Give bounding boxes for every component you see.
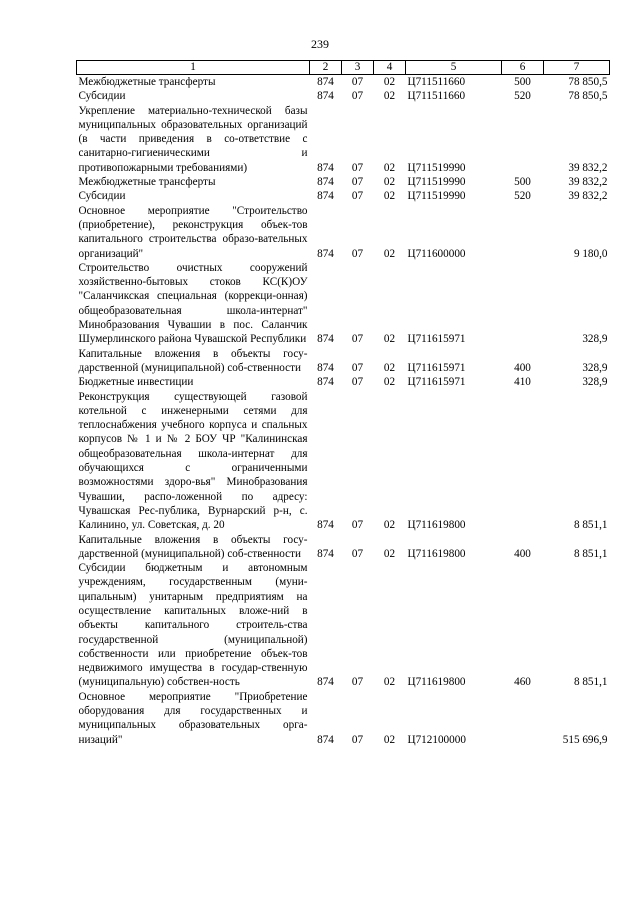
row-type (502, 690, 544, 747)
row-ministry: 874 (317, 361, 334, 374)
row-code: Ц711511660 (407, 76, 466, 88)
row-code: Ц711511660 (407, 90, 466, 103)
row-ministry: 874 (317, 190, 334, 203)
table-row (77, 89, 610, 103)
row-ministry: 874 (317, 547, 334, 560)
page-number: 239 (311, 37, 329, 51)
row-code: Ц711600000 (407, 247, 466, 260)
row-section: 07 (351, 90, 364, 103)
row-name: Бюджетные инвестиции (78, 376, 194, 389)
header-section: 3 (342, 61, 374, 75)
row-subsection: 02 (383, 247, 396, 260)
row-type: 520 (514, 190, 531, 203)
row-ministry: 874 (317, 90, 334, 103)
row-section: 07 (351, 547, 364, 560)
row-type (502, 204, 544, 261)
row-section: 07 (351, 176, 364, 189)
row-name: Укрепление материально-технической базы муниципальных образовательных организаций (в части приведения в со-ответствие с санитарно-гигиеническими и противопожарными требованиями) (78, 104, 308, 174)
row-section: 07 (351, 676, 364, 689)
row-section: 07 (351, 333, 364, 346)
row-name: Субсидии бюджетным и автономным учреждениям, государственным (муни-ципальным) унитарным предприятиям на осуществление капитальных вложе-ний в объекты капитального строитель-ства государственной (муниципальной) собственности или приобретение объек-тов недвижимого имущества в государ-ственную (муниципальную) собствен-ность (78, 562, 308, 689)
row-subsection: 02 (383, 176, 396, 189)
header-amount: 7 (544, 61, 610, 75)
row-code: Ц711619800 (407, 547, 466, 560)
row-amount: 8 851,1 (573, 676, 608, 689)
row-amount: 328,9 (582, 361, 608, 374)
row-code: Ц711615971 (407, 333, 466, 346)
row-code: Ц712100000 (407, 733, 466, 746)
row-type (502, 261, 544, 347)
header-name: 1 (77, 61, 310, 75)
row-ministry: 874 (317, 676, 334, 689)
row-subsection: 02 (383, 76, 396, 88)
table-row (77, 104, 610, 175)
header-code: 5 (406, 61, 502, 75)
header-ministry: 2 (310, 61, 342, 75)
row-name: Субсидии (78, 90, 126, 103)
row-name: Субсидии (78, 190, 126, 203)
budget-table (76, 60, 610, 747)
row-subsection: 02 (383, 90, 396, 103)
table-row (77, 75, 610, 90)
row-ministry: 874 (317, 376, 334, 389)
table-row (77, 533, 610, 562)
row-type (502, 104, 544, 175)
row-section: 07 (351, 733, 364, 746)
row-type: 520 (514, 90, 531, 103)
row-name: Межбюджетные трансферты (78, 76, 216, 88)
row-amount: 8 851,1 (573, 547, 608, 560)
row-section: 07 (351, 247, 364, 260)
row-amount: 78 850,5 (568, 76, 608, 88)
row-ministry: 874 (317, 247, 334, 260)
row-amount: 39 832,2 (568, 176, 608, 189)
row-ministry: 874 (317, 519, 334, 532)
row-ministry: 874 (317, 176, 334, 189)
row-subsection: 02 (383, 361, 396, 374)
header-type: 6 (502, 61, 544, 75)
row-code: Ц711619800 (407, 519, 466, 532)
header-row (77, 61, 610, 75)
row-code: Ц711519990 (407, 161, 466, 174)
table-row (77, 690, 610, 747)
row-name: Основное мероприятие "Строительство (приобретение), реконструкция объек-тов капитального строительства образо-вательных организаций" (78, 204, 308, 260)
table-row (77, 189, 610, 203)
row-subsection: 02 (383, 676, 396, 689)
row-ministry: 874 (317, 733, 334, 746)
row-type: 500 (514, 176, 531, 189)
row-type: 500 (514, 76, 531, 88)
row-code: Ц711519990 (407, 190, 466, 203)
row-name: Основное мероприятие "Приобретение оборудования для государственных и муниципальных образовательных орга-низаций" (78, 690, 308, 746)
table-row (77, 375, 610, 389)
row-type: 460 (514, 676, 531, 689)
row-section: 07 (351, 190, 364, 203)
table-row (77, 390, 610, 533)
row-amount: 328,9 (582, 376, 608, 389)
row-type: 400 (514, 547, 531, 560)
row-code: Ц711619800 (407, 676, 466, 689)
row-type: 410 (514, 376, 531, 389)
row-ministry: 874 (317, 161, 334, 174)
row-amount: 515 696,9 (562, 733, 608, 746)
row-code: Ц711519990 (407, 176, 466, 189)
row-type (502, 390, 544, 533)
row-subsection: 02 (383, 333, 396, 346)
header-subsection: 4 (374, 61, 406, 75)
row-subsection: 02 (383, 376, 396, 389)
row-section: 07 (351, 519, 364, 532)
row-section: 07 (351, 376, 364, 389)
row-subsection: 02 (383, 519, 396, 532)
row-name: Межбюджетные трансферты (78, 176, 216, 189)
row-section: 07 (351, 161, 364, 174)
row-type: 400 (514, 361, 531, 374)
row-amount: 39 832,2 (568, 161, 608, 174)
row-name: Капитальные вложения в объекты госу-дарственной (муниципальной) соб-ственности (78, 347, 308, 374)
row-name: Реконструкция существующей газовой котельной с инженерными сетями для теплоснабжения учебного корпуса и спальных корпусов № 1 и № 2 БОУ ЧР "Калининская общеобразовательная школа-интернат для обучающихся с ограниченными возможностями здоро-вья" Минобразования Чувашии, распо-ложенной по адресу: Чувашская Рес-публика, Вурнарский р-н, с. Калинино, ул. Советская, д. 20 (78, 390, 308, 532)
row-code: Ц711615971 (407, 361, 466, 374)
row-amount: 78 850,5 (568, 90, 608, 103)
table-row (77, 175, 610, 189)
table-row (77, 561, 610, 690)
row-name: Капитальные вложения в объекты госу-дарственной (муниципальной) соб-ственности (78, 533, 308, 560)
row-amount: 8 851,1 (573, 519, 608, 532)
table-row (77, 347, 610, 376)
row-code: Ц711615971 (407, 376, 466, 389)
table-row (77, 261, 610, 347)
table-row (77, 204, 610, 261)
row-amount: 39 832,2 (568, 190, 608, 203)
row-subsection: 02 (383, 547, 396, 560)
row-subsection: 02 (383, 161, 396, 174)
row-section: 07 (351, 361, 364, 374)
row-ministry: 874 (317, 76, 334, 88)
row-section: 07 (351, 76, 364, 88)
row-subsection: 02 (383, 190, 396, 203)
row-amount: 9 180,0 (573, 247, 608, 260)
row-name: Строительство очистных сооружений хозяйственно-бытовых стоков КС(К)ОУ "Саланчикская специальная (коррекци-онная) общеобразовательная школа-интернат" Минобразования Чувашии в пос. Саланчик Шумерлинского района Чувашской Республики (78, 261, 308, 346)
row-amount: 328,9 (582, 333, 608, 346)
row-subsection: 02 (383, 733, 396, 746)
row-ministry: 874 (317, 333, 334, 346)
